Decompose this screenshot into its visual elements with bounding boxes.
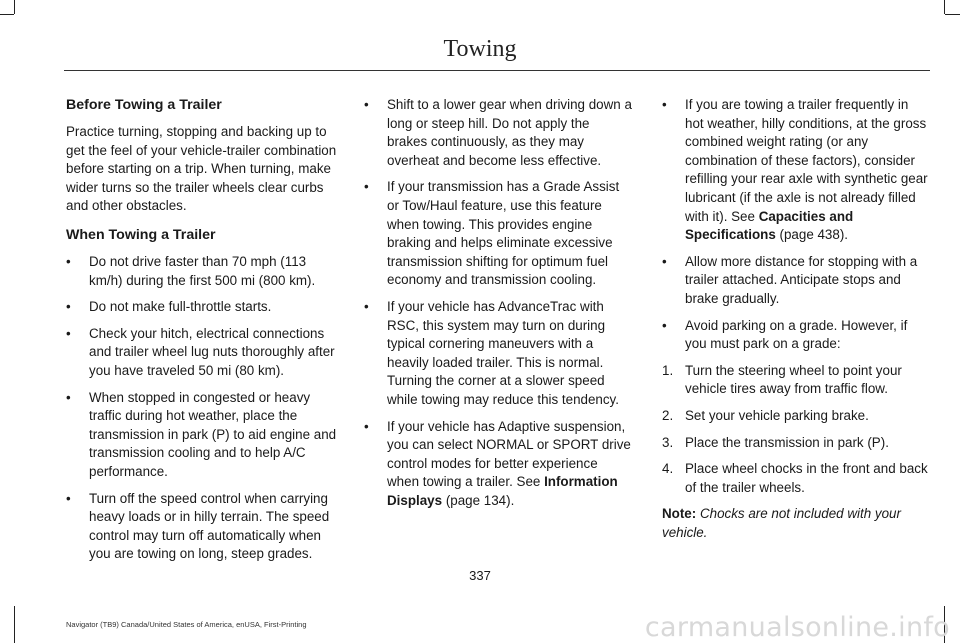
bullet-list bbox=[364, 96, 632, 510]
list-item bbox=[662, 253, 930, 309]
step-number: 3. bbox=[662, 434, 674, 450]
list-item-text: Allow more distance for stopping with a trailer attached. Anticipate stops and brake gradually. bbox=[685, 253, 918, 306]
list-item bbox=[364, 96, 632, 170]
step-number: 4. bbox=[662, 461, 674, 477]
bullet-marker: • bbox=[66, 325, 71, 341]
list-item-text: If your transmission has a Grade Assist or Tow/Haul feature, use this feature when towing. This provides engine braking and helps eliminate excessive transmission shifting for optimum fuel economy and transmission cooling. bbox=[387, 179, 620, 288]
bullet-marker: • bbox=[66, 299, 71, 315]
paragraph: Practice turning, stopping and backing up to get the feel of your vehicle-trailer combination before starting on a trip. When turning, make wider turns so the trailer wheels clear curbs and other obstacles. bbox=[66, 124, 337, 214]
crop-mark bbox=[944, 0, 945, 14]
note-label: Note: bbox=[662, 506, 697, 522]
numbered-steps bbox=[662, 362, 930, 498]
cross-reference-link[interactable]: Capacities and Specifications bbox=[685, 208, 854, 243]
step-item bbox=[662, 460, 930, 497]
column-3 bbox=[662, 96, 930, 552]
list-item-text: Do not make full-throttle starts. bbox=[89, 299, 272, 315]
page-reference: (page 134). bbox=[442, 492, 515, 508]
list-item bbox=[364, 418, 632, 511]
list-item bbox=[66, 325, 338, 381]
list-item-text: Shift to a lower gear when driving down a long or steep hill. Do not apply the brakes continuously, as they may overheat and become less effective. bbox=[387, 97, 632, 168]
list-item bbox=[66, 389, 338, 482]
step-text: Place the transmission in park (P). bbox=[685, 434, 889, 450]
list-item-text: If your vehicle has AdvanceTrac with RSC, this system may turn on during typical cornering maneuvers with a heavily loaded trailer. This is normal. Turning the corner at a slower speed while towing may reduce this tendency. bbox=[387, 298, 619, 407]
footer-text: Navigator (TB9) Canada/United States of America, enUSA, First-Printing bbox=[66, 620, 307, 629]
page-number: 337 bbox=[469, 568, 491, 583]
step-item bbox=[662, 407, 930, 426]
list-item-text: If your vehicle has Adaptive suspension, you can select NORMAL or SPORT drive control modes for better experience when towing a trailer. See bbox=[387, 418, 631, 490]
note bbox=[662, 505, 930, 542]
column-1 bbox=[66, 96, 338, 572]
list-item bbox=[66, 253, 338, 290]
bullet-list bbox=[662, 96, 930, 354]
step-text: Set your vehicle parking brake. bbox=[685, 407, 869, 423]
bullet-marker: • bbox=[662, 97, 667, 112]
bullet-marker: • bbox=[364, 179, 369, 195]
list-item-text: Do not drive faster than 70 mph (113 km/h) during the first 500 mi (800 km). bbox=[89, 253, 316, 288]
header-rule bbox=[64, 70, 930, 71]
list-item-text: Turn off the speed control when carrying heavy loads or in hilly terrain. The speed control may turn off automatically when you are towing on long, steep grades. bbox=[89, 490, 330, 562]
bullet-marker: • bbox=[66, 253, 71, 269]
step-text: Turn the steering wheel to point your vehicle tires away from traffic flow. bbox=[685, 362, 902, 397]
list-item bbox=[66, 490, 338, 564]
bullet-marker: • bbox=[364, 418, 369, 434]
step-number: 2. bbox=[662, 407, 674, 423]
list-item-text: When stopped in congested or heavy traffic during hot weather, place the transmission in park (P) to aid engine and transmission cooling and to help A/C performance. bbox=[89, 389, 337, 479]
bullet-marker: • bbox=[364, 97, 369, 112]
bullet-list bbox=[66, 253, 338, 564]
step-number: 1. bbox=[662, 362, 674, 378]
bullet-marker: • bbox=[662, 253, 667, 269]
bullet-marker: • bbox=[66, 490, 71, 506]
list-item bbox=[662, 317, 930, 354]
list-item-text: If you are towing a trailer frequently in hot weather, hilly conditions, at the gross combined weight rating (or any combination of these factors), consider refilling your rear axle with synthetic gear lubricant (if the axle is not already filled with it). See bbox=[685, 97, 928, 224]
step-item bbox=[662, 434, 930, 453]
crop-mark bbox=[14, 606, 15, 643]
list-item bbox=[364, 178, 632, 290]
watermark: carmanualsonline.info bbox=[644, 612, 950, 643]
bullet-marker: • bbox=[364, 298, 369, 314]
list-item-text: Avoid parking on a grade. However, if you must park on a grade: bbox=[685, 317, 908, 352]
page-title: Towing bbox=[443, 36, 517, 62]
step-item bbox=[662, 362, 930, 399]
cross-reference-link[interactable]: Information Displays bbox=[387, 474, 618, 508]
note-text: Chocks are not included with your vehicle. bbox=[662, 506, 901, 540]
crop-mark bbox=[0, 14, 14, 15]
crop-mark bbox=[14, 0, 15, 14]
bullet-marker: • bbox=[662, 317, 667, 333]
column-2 bbox=[364, 96, 632, 518]
list-item-text: Check your hitch, electrical connections and trailer wheel lug nuts thoroughly after you have traveled 50 mi (80 km). bbox=[89, 325, 335, 378]
step-text: Place wheel chocks in the front and back of the trailer wheels. bbox=[685, 461, 928, 495]
list-item bbox=[66, 298, 338, 317]
crop-mark bbox=[945, 14, 960, 15]
section-heading-before-towing: Before Towing a Trailer bbox=[66, 97, 222, 113]
bullet-marker: • bbox=[66, 389, 71, 405]
list-item bbox=[662, 96, 930, 245]
list-item bbox=[364, 298, 632, 410]
section-heading-when-towing: When Towing a Trailer bbox=[66, 226, 216, 243]
page-reference: (page 438). bbox=[775, 227, 849, 243]
